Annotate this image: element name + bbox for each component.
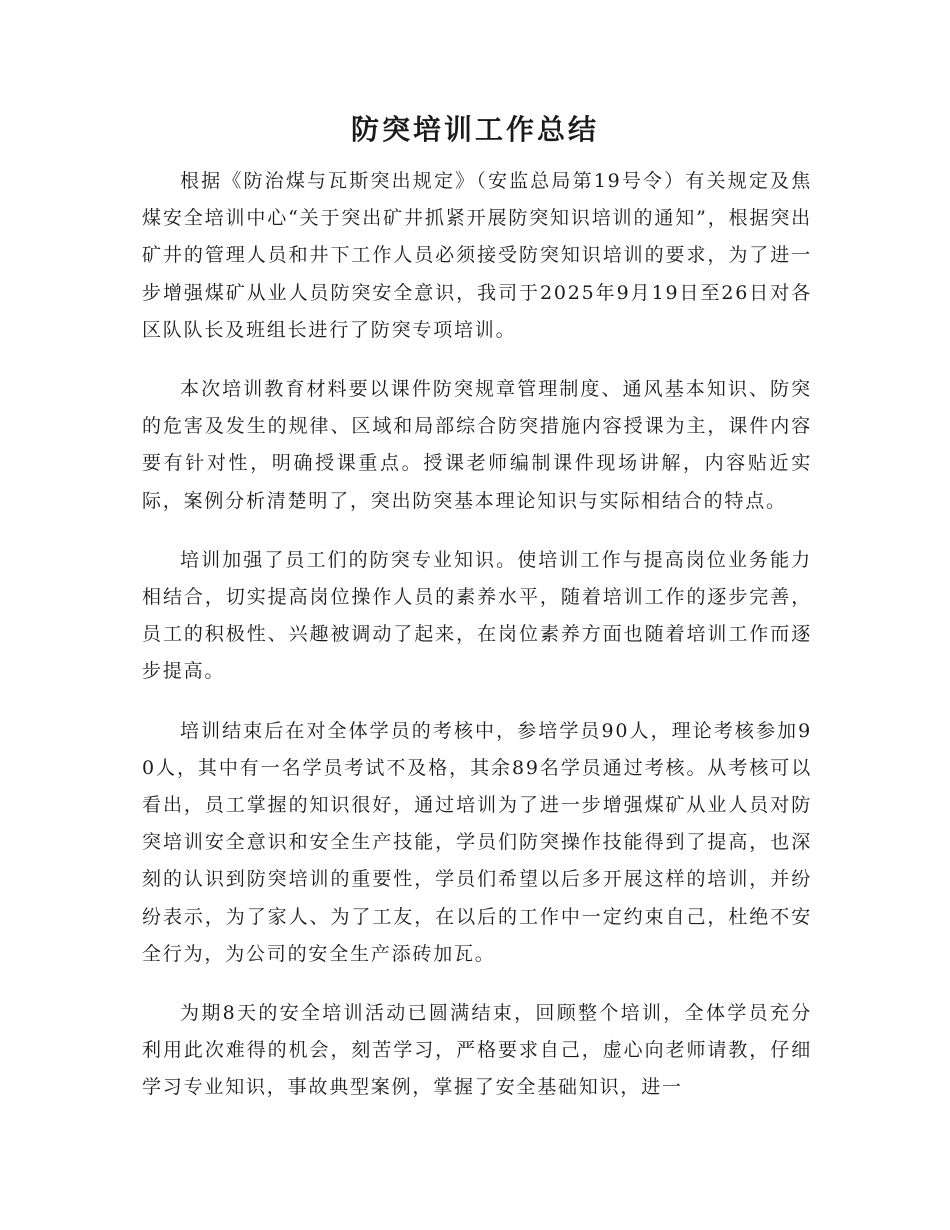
paragraph-3: 培训加强了员工们的防突专业知识。使培训工作与提高岗位业务能力相结合，切实提高岗位操作人员的素养水平，随着培训工作的逐步完善，员工的积极性、兴趣被调动了起来，在岗位素养方面也随着培训工作而逐步提高。 — [142, 548, 812, 683]
paragraph-1: 根据《防治煤与瓦斯突出规定》（安监总局第19号令）有关规定及焦煤安全培训中心“关于突出矿井抓紧开展防突知识培训的通知”，根据突出矿井的管理人员和井下工作人员必须接受防突知识培训的要求，为了进一步增强煤矿从业人员防突安全意识，我司于2025年9月19日至26日对各区队队长及班组长进行了防突专项培训。 — [142, 170, 812, 341]
paragraph-5: 为期8天的安全培训活动已圆满结束，回顾整个培训，全体学员充分利用此次难得的机会，刻苦学习，严格要求自己，虚心向老师请教，仔细学习专业知识，事故典型案例，掌握了安全基础知识，进一 — [142, 1002, 812, 1099]
document-body — [142, 163, 812, 1129]
paragraph-2: 本次培训教育材料要以课件防突规章管理制度、通风基本知识、防突的危害及发生的规律、区域和局部综合防突措施内容授课为主，课件内容要有针对性，明确授课重点。授课老师编制课件现场讲解，内容贴近实际，案例分析清楚明了，突出防突基本理论知识与实际相结合的特点。 — [142, 378, 812, 512]
paragraph-4: 培训结束后在对全体学员的考核中，参培学员90人，理论考核参加90人，其中有一名学员考试不及格，其余89名学员通过考核。从考核可以看出，员工掌握的知识很好，通过培训为了进一步增强煤矿从业人员对防突培训安全意识和安全生产技能，学员们防突操作技能得到了提高，也深刻的认识到防突培训的重要性，学员们希望以后多开展这样的培训，并纷纷表示，为了家人、为了工友，在以后的工作中一定约束自己，杜绝不安全行为，为公司的安全生产添砖加瓦。 — [142, 719, 812, 965]
document-title: 防突培训工作总结 — [350, 113, 599, 146]
